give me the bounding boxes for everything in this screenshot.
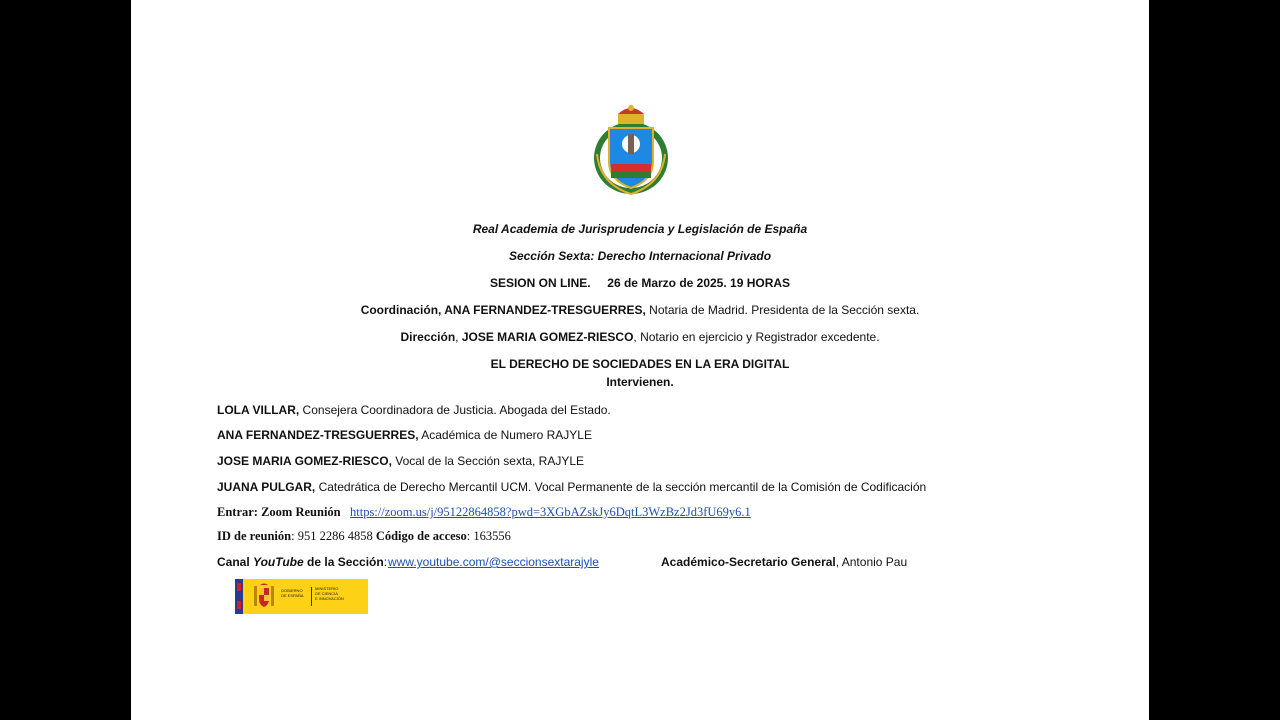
section-name-text: Sección Sexta: Derecho Internacional Privado — [508, 249, 772, 263]
zoom-label: Entrar: Zoom Reunión — [217, 505, 341, 519]
youtube-line — [217, 555, 387, 570]
academy-name-text: Real Academia de Jurisprudencia y Legislación de España — [472, 222, 808, 236]
secretary-label: Académico-Secretario General — [661, 555, 836, 569]
government-ministry-logo — [235, 579, 368, 614]
session-type: SESION ON LINE. — [489, 276, 591, 290]
access-code-value: : 163556 — [466, 529, 511, 543]
access-code-label: Código de acceso — [375, 529, 467, 543]
academy-crest-logo — [592, 104, 670, 198]
secretary-line — [661, 555, 907, 570]
speaker-row — [217, 403, 611, 418]
gov-divider — [311, 587, 312, 606]
intervienen-heading — [0, 375, 1280, 390]
speaker-row — [217, 480, 926, 495]
zoom-link[interactable]: https://zoom.us/j/95122864858?pwd=3XGbAZskJy6DqtL3WzBz2Jd3fU69y6.1 — [350, 505, 751, 519]
meeting-id-line — [217, 529, 511, 544]
spain-coat-of-arms-icon — [251, 583, 277, 610]
zoom-line — [217, 505, 751, 520]
meeting-id-value: : 951 2286 4858 — [291, 529, 376, 543]
speaker-row — [217, 428, 592, 443]
youtube-link[interactable]: www.youtube.com/@seccionsextarajyle — [388, 555, 599, 569]
ministry-text: MINISTERIO DE CIENCIA E INNOVACIÓN — [315, 586, 344, 601]
youtube-label-prefix: Canal — [217, 555, 254, 569]
direction-label: Dirección — [400, 330, 456, 344]
intervienen-text: Intervienen. — [606, 375, 674, 389]
secretary-name: , Antonio Pau — [835, 555, 908, 569]
coordination-line — [0, 303, 1280, 318]
direction-line — [0, 330, 1280, 345]
session-date: 26 de Marzo de 2025. 19 HORAS — [607, 276, 791, 290]
direction-sep: , — [455, 330, 462, 344]
direction-name: JOSE MARIA GOMEZ-RIESCO — [461, 330, 634, 344]
speaker-name: JOSE MARIA GOMEZ-RIESCO, — [217, 454, 392, 468]
session-title — [0, 357, 1280, 372]
meeting-id-label: ID de reunión — [217, 529, 292, 543]
speaker-role: Catedrática de Derecho Mercantil UCM. Vocal Permanente de la sección mercantil de la Comisión de Codificación — [315, 480, 927, 494]
speaker-role: Vocal de la Sección sexta, RAJYLE — [391, 454, 585, 468]
speaker-name: LOLA VILLAR, — [217, 403, 300, 417]
session-info — [0, 276, 1280, 291]
speaker-row — [217, 454, 584, 469]
speaker-name: JUANA PULGAR, — [217, 480, 316, 494]
youtube-label-suffix: de la Sección — [303, 555, 384, 569]
section-name — [0, 249, 1280, 264]
direction-text: , Notario en ejercicio y Registrador excedente. — [633, 330, 880, 344]
coordination-text: Notaria de Madrid. Presidenta de la Sección sexta. — [645, 303, 920, 317]
speaker-name: ANA FERNANDEZ-TRESGUERRES, — [217, 428, 419, 442]
gov-text: GOBIERNO DE ESPAÑA — [281, 588, 304, 598]
speaker-role: Académica de Numero RAJYLE — [418, 428, 592, 442]
coordination-label: Coordinación, ANA FERNANDEZ-TRESGUERRES, — [360, 303, 646, 317]
spain-flag-stripe — [235, 579, 243, 614]
academy-name — [0, 222, 1280, 237]
speaker-role: Consejera Coordinadora de Justicia. Abogada del Estado. — [299, 403, 611, 417]
youtube-label-brand: YouTube — [253, 555, 304, 569]
session-title-text: EL DERECHO DE SOCIEDADES EN LA ERA DIGITAL — [490, 357, 790, 371]
youtube-colon: : — [383, 555, 388, 569]
